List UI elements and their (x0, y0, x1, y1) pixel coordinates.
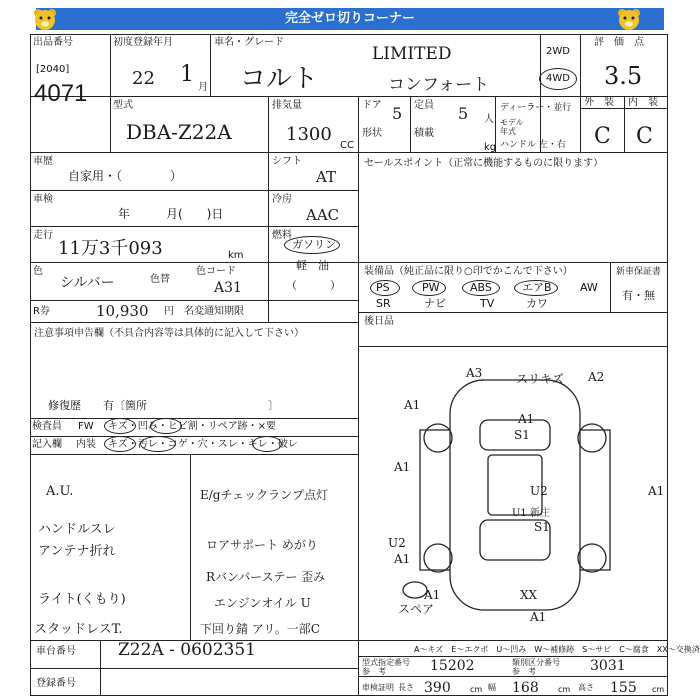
name-change-label: 名変通知期限 (184, 306, 244, 317)
inspection-label: 車検 (33, 194, 53, 205)
damage-mark: U2 (530, 484, 548, 498)
notice-label: 注意事項申告欄（不具合内容等は具体的に記入して下さい） (34, 328, 304, 339)
damage-mark: A1 (394, 460, 411, 474)
damage-mark: A1 (648, 484, 665, 498)
capacity-unit: 人 (484, 114, 494, 125)
equip-circle-mark (514, 280, 558, 296)
note-right-4: エンジンオイル U (214, 596, 311, 610)
loading-label: 積載 (414, 128, 434, 139)
damage-mark: A1 (530, 610, 547, 624)
interior-grade: C (636, 124, 653, 149)
registration-month: 1 (180, 62, 194, 87)
damage-mark: A3 (466, 366, 483, 380)
entry-label: 記入欄 (32, 439, 62, 450)
equip-circle-mark (462, 280, 500, 296)
chassis-number: Z22A - 0602351 (118, 640, 256, 660)
fuel-gasoline: ガソリン (292, 238, 336, 251)
equipment-item: PS (376, 281, 390, 294)
shift-value: AT (316, 168, 337, 186)
chassis-label: 車台番号 (36, 646, 76, 657)
equipment-label: 装備品（純正品に限り○印でかこんで下さい） (364, 266, 573, 277)
ac-label: 冷房 (272, 194, 292, 205)
dealer-label: ディーラー・並行 (500, 103, 572, 113)
interior-short-label: 内装 (76, 439, 96, 450)
damage-legend: A～キズ E～エクボ U～凹み W～補修跡 S～サビ C～腐食 XX～交換済 (414, 645, 700, 654)
damage-mark: S1 (534, 520, 550, 534)
color-label: 色 (33, 266, 43, 277)
height-label: 高さ (578, 683, 594, 692)
model-code: DBA-Z22A (126, 120, 232, 144)
displacement-value: 1300 (286, 124, 332, 145)
fuel-diesel: 軽 油 (296, 259, 329, 272)
damage-mark: XX (520, 588, 538, 602)
damage-mark: A1 (424, 588, 441, 602)
post-install-label: 後日品 (364, 316, 394, 327)
fw-label: FW (78, 421, 94, 432)
shift-label: シフト (272, 156, 302, 167)
note-left-4: ライト(くもり) (38, 592, 126, 607)
note-left-2: ハンドルスレ (38, 522, 116, 537)
capacity-value: 5 (458, 104, 469, 123)
handle-label: ハンドル 左・右 (500, 140, 566, 150)
damage-mark: A1 (518, 412, 535, 426)
warranty-value: 有・無 (622, 289, 655, 302)
history-value: 自家用・（ ） (68, 169, 183, 183)
yen-unit: 円 (164, 306, 174, 317)
exterior-label: 外 装 (584, 97, 614, 108)
fuel-label: 燃料 (272, 230, 292, 241)
fuel-other: （ ） (286, 279, 341, 292)
mileage-value: 11万3千093 (58, 238, 163, 259)
equipment-item: PW (422, 281, 440, 294)
model-label: 型式 (113, 100, 133, 111)
score-value: 3.5 (604, 62, 643, 90)
spec-number: 15202 (430, 658, 475, 674)
equip-circle-mark (370, 280, 400, 296)
color-change-label: 色替 (150, 274, 170, 285)
interior-label: 内 装 (628, 97, 658, 108)
equipment-item: AW (580, 281, 598, 294)
equipment-item: ナビ (424, 297, 446, 310)
note-left-3: アンテナ折れ (38, 544, 116, 559)
repair-history-label: 修復歴 有〔箇所 〕 (48, 399, 279, 412)
drive-2wd: 2WD (546, 46, 570, 57)
cc-unit: CC (340, 140, 354, 151)
equipment-item: SR (376, 297, 391, 310)
grade-line-1: LIMITED (372, 44, 452, 64)
color-value: シルバー (60, 275, 115, 291)
mileage-label: 走行 (33, 230, 53, 241)
banner-title: 完全ゼロ切りコーナー (36, 8, 664, 30)
kg-unit: kg (484, 142, 497, 153)
lot-number: 4071 (34, 80, 88, 107)
inspector-label: 検査員 (32, 421, 62, 432)
km-unit: km (228, 250, 244, 261)
first-registration-label: 初度登録年月 (113, 37, 173, 48)
ac-value: AAC (306, 206, 340, 224)
sales-point-label: セールスポイント（正常に機能するものに限ります） (364, 158, 604, 169)
width-unit: cm (558, 685, 571, 694)
registration-year: 22 (132, 68, 155, 89)
lot-code: [2040] (36, 64, 70, 75)
exterior-grade: C (594, 124, 611, 149)
equipment-item: TV (480, 297, 495, 310)
stain-circle-mark (140, 436, 176, 452)
width-value: 168 (512, 680, 539, 696)
equipment-item: ABS (470, 281, 492, 294)
car-name: コルト (240, 64, 319, 94)
shape-label: 形状 (362, 128, 382, 139)
bear-mascot-icon (32, 6, 58, 32)
warranty-label: 新車保証書 (616, 267, 662, 277)
size-label: 車検証明 (362, 683, 394, 692)
capacity-label: 定員 (414, 100, 434, 111)
damage-mark: スペア (398, 602, 435, 616)
name-grade-label: 車名・グレード (214, 37, 284, 48)
door-count: 5 (392, 104, 403, 123)
grade-line-2: コンフォート (388, 75, 490, 95)
scratch-circle-mark (104, 418, 136, 434)
note-right-5: 下回り錆 アリ。一部C (200, 622, 320, 636)
damage-mark: U2 (388, 536, 406, 550)
inspection-value: 年 月( )日 (118, 207, 224, 221)
recycle-label: R券 (33, 306, 50, 317)
door-label: ドア (362, 100, 382, 111)
fw-marks-legend: キズ・凹み・ヒビ割・リペア跡・×要 (108, 421, 276, 432)
model-year-label: モデル 年式 (500, 118, 524, 136)
damage-mark: A2 (588, 370, 605, 384)
damage-mark: A1 (394, 552, 411, 566)
width-label: 幅 (488, 683, 496, 692)
equipment-item: カワ (526, 297, 548, 310)
spec-label: 型式指定番号 参 考 (362, 658, 410, 676)
length-unit: cm (470, 685, 483, 694)
color-code-value: A31 (214, 280, 242, 296)
length-label: 長さ (398, 683, 414, 692)
note-right-1: E/gチェックランプ点灯 (200, 488, 329, 502)
scratch-circle-mark (104, 436, 136, 452)
lot-label: 出品番号 (33, 37, 73, 48)
month-unit: 月 (198, 82, 208, 93)
class-label: 類別区分番号 参 考 (512, 658, 560, 676)
note-left-5: スタッドレスT. (34, 622, 123, 637)
height-unit: cm (652, 685, 665, 694)
height-value: 155 (610, 680, 637, 696)
equip-circle-mark (412, 280, 446, 296)
damage-mark: S1 (514, 428, 530, 442)
length-value: 390 (424, 680, 451, 696)
bear-mascot-icon (616, 6, 642, 32)
equipment-item: エアB (522, 281, 552, 294)
damage-mark: スリキズ (516, 372, 564, 386)
registration-label: 登録番号 (36, 678, 76, 689)
class-number: 3031 (590, 658, 626, 674)
interior-marks-legend: キズ・汚レ・コゲ・穴・スレ・キレ・破レ (108, 439, 298, 450)
history-label: 車歴 (33, 156, 53, 167)
damage-mark: A1 (404, 398, 421, 412)
damage-mark: U1 新庄 (512, 508, 550, 519)
displacement-label: 排気量 (272, 100, 302, 111)
color-code-label: 色コード (196, 266, 236, 277)
note-right-2: ロアサポート めがり (206, 538, 318, 552)
wear-circle-mark (252, 436, 282, 452)
note-right-3: Rバンパーステー 歪み (206, 570, 326, 584)
drive-4wd: 4WD (546, 73, 570, 84)
recycle-value: 10,930 (96, 302, 149, 320)
note-left-1: A.U. (46, 484, 74, 499)
score-label: 評 価 点 (594, 37, 644, 48)
dent-circle-mark (150, 418, 182, 434)
